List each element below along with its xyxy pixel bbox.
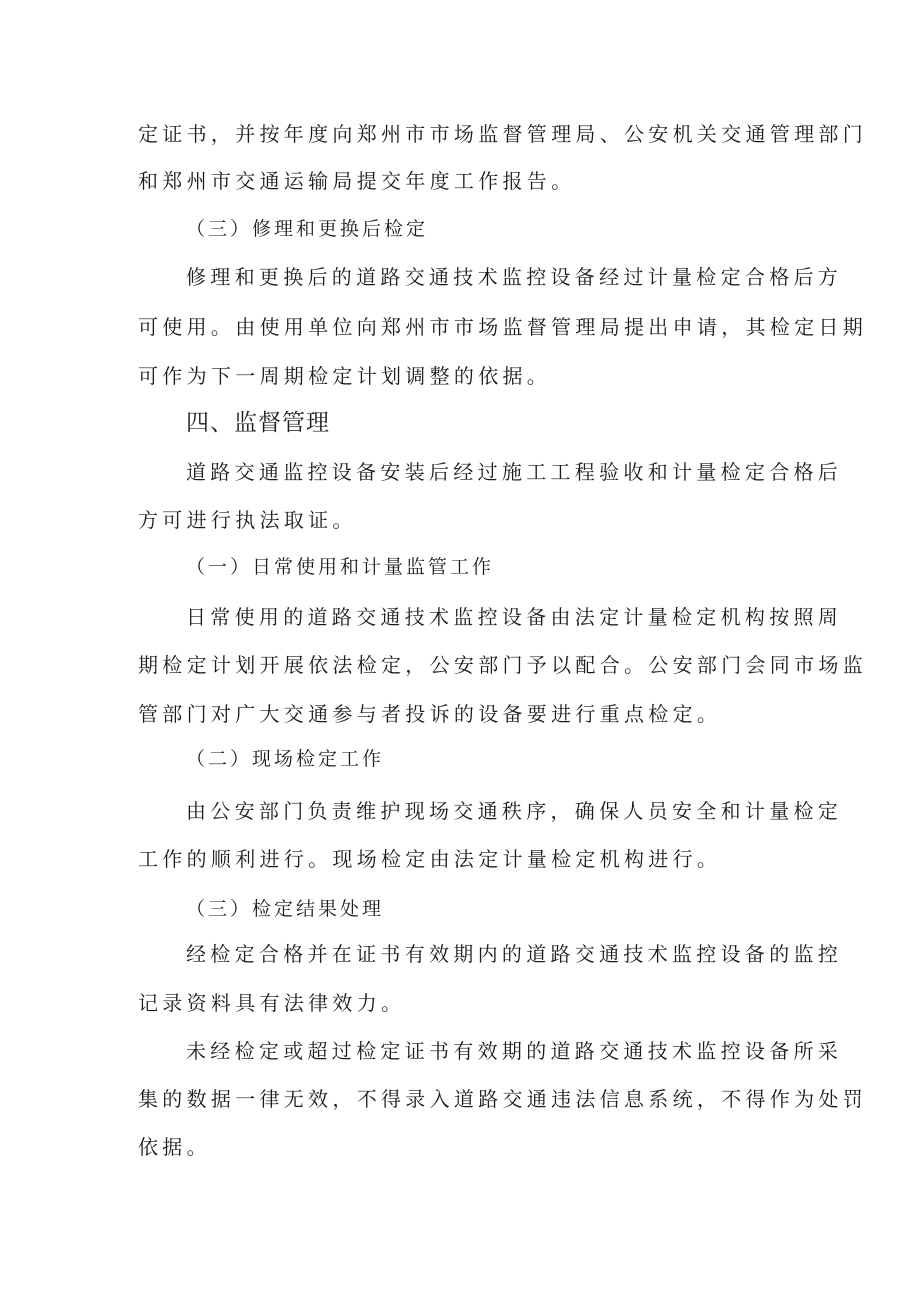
section-subheading: （二）现场检定工作 <box>186 748 385 770</box>
paragraph-line: 可使用。由使用单位向郑州市市场监督管理局提出申请，其检定日期 <box>138 315 867 339</box>
paragraph-line: 管部门对广大交通参与者投诉的设备要进行重点检定。 <box>138 702 722 726</box>
paragraph-line: 定证书，并按年度向郑州市市场监督管理局、公安机关交通管理部门 <box>138 122 867 146</box>
paragraph-line: 工作的顺利进行。现场检定由法定计量检定机构进行。 <box>138 847 722 871</box>
paragraph-line: 集的数据一律无效，不得录入道路交通违法信息系统，不得作为处罚 <box>138 1087 867 1111</box>
paragraph-line: 修理和更换后的道路交通技术监控设备经过计量检定合格后方 <box>186 265 843 289</box>
paragraph-line: 可作为下一周期检定计划调整的依据。 <box>138 364 552 388</box>
paragraph-line: 未经检定或超过检定证书有效期的道路交通技术监控设备所采 <box>186 1039 843 1063</box>
paragraph-line: 依据。 <box>138 1135 211 1159</box>
section-subheading: （一）日常使用和计量监管工作 <box>186 556 495 578</box>
paragraph-line: 期检定计划开展依法检定，公安部门予以配合。公安部门会同市场监 <box>138 653 867 677</box>
section-subheading: （三）修理和更换后检定 <box>186 218 429 240</box>
section-subheading: （三）检定结果处理 <box>186 898 385 920</box>
paragraph-line: 道路交通监控设备安装后经过施工工程验收和计量检定合格后 <box>186 460 843 484</box>
paragraph-line: 方可进行执法取证。 <box>138 508 357 532</box>
paragraph-line: 日常使用的道路交通技术监控设备由法定计量检定机构按照周 <box>186 605 843 629</box>
paragraph-line: 记录资料具有法律效力。 <box>138 991 406 1015</box>
paragraph-line: 和郑州市交通运输局提交年度工作报告。 <box>138 169 576 193</box>
section-heading: 四、监督管理 <box>186 410 330 436</box>
paragraph-line: 由公安部门负责维护现场交通秩序，确保人员安全和计量检定 <box>186 799 843 823</box>
paragraph-line: 经检定合格并在证书有效期内的道路交通技术监控设备的监控 <box>186 942 843 966</box>
